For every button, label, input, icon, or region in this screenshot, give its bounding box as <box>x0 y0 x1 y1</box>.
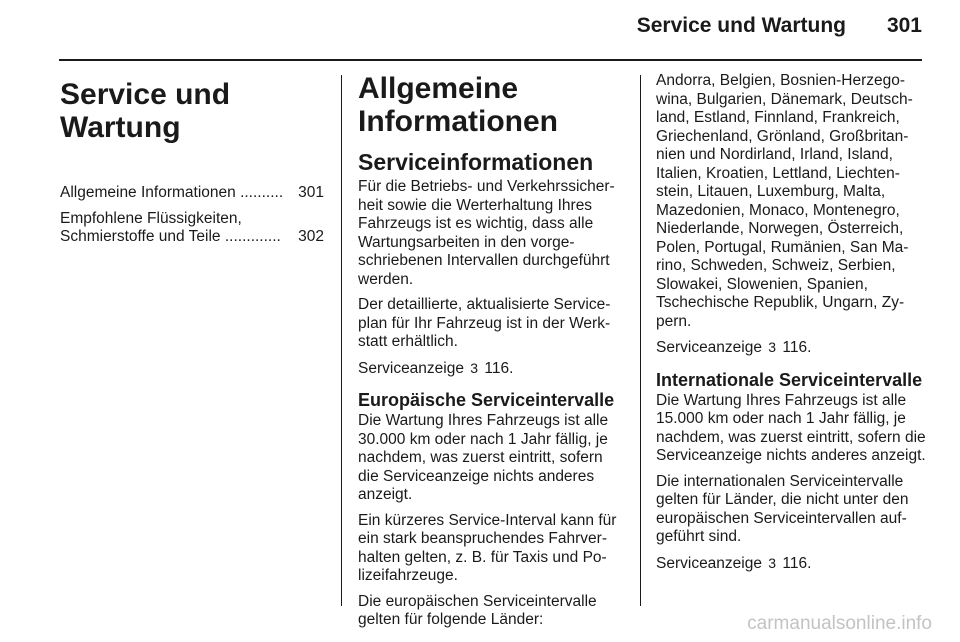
subheading-internationale-serviceintervalle: Internationale Serviceintervalle <box>656 369 923 390</box>
toc-entry-label: Allgemeine Informationen .......... <box>60 184 284 201</box>
watermark: carmanualsonline.info <box>747 613 932 634</box>
toc-entry-label-line1: Empfohlene Flüssigkeiten, <box>60 209 242 227</box>
column-countries <box>656 72 926 580</box>
header-divider <box>59 59 922 61</box>
toc-entry-fluessigkeiten[interactable] <box>60 210 324 247</box>
toc-entry-page: 301 <box>298 184 324 201</box>
column-toc <box>60 72 324 247</box>
reference-page: 116. <box>484 359 514 377</box>
page-number: 301 <box>886 14 922 37</box>
section-main-title <box>358 72 624 138</box>
chapter-title: Service und Wartung <box>60 78 231 144</box>
paragraph: Die Wartung Ihres Fahrzeugs ist alle 30.000 km oder nach 1 Jahr fällig, je nachdem, was zuerst eintritt, sofern die Serviceanzeige nichts anderes anzeigt. <box>358 412 609 503</box>
page-reference-arrow-icon: 3 <box>768 554 777 571</box>
reference-label: Serviceanzeige <box>656 339 762 356</box>
paragraph: Die Wartung Ihres Fahrzeugs ist alle 15.000 km oder nach 1 Jahr fällig, je nachdem, was zuerst eintritt, sofern die Serviceanzeige nichts anderes anzeigt. <box>656 391 926 464</box>
toc-entry-page: 302 <box>298 228 324 245</box>
section-main-title-line2: Informationen <box>358 105 558 138</box>
paragraph: Die internationalen Serviceintervalle gelten für Länder, die nicht unter den europäischen Serviceintervallen auf-geführt sind. <box>656 472 909 545</box>
running-header-title: Service und Wartung <box>636 14 846 37</box>
toc-entry-line2 <box>60 228 324 247</box>
page-reference-arrow-icon: 3 <box>768 339 777 355</box>
page-reference[interactable] <box>358 359 624 379</box>
column-divider-1 <box>341 75 342 606</box>
reference-page: 116. <box>782 339 812 356</box>
paragraph: Der detaillierte, aktualisierte Service-plan für Ihr Fahrzeug ist in der Werk-statt erhältlich. <box>358 296 611 350</box>
section-heading-serviceinformationen: Serviceinformationen <box>358 149 594 175</box>
reference-label: Serviceanzeige <box>358 359 464 377</box>
subheading-europaeische-serviceintervalle: Europäische Serviceintervalle <box>358 390 615 410</box>
reference-label: Serviceanzeige <box>656 554 762 572</box>
paragraph: Die europäischen Serviceintervalle gelten für folgende Länder: <box>358 592 597 628</box>
toc-entry-label-line2: Schmierstoffe und Teile ............. <box>60 228 281 245</box>
page-reference[interactable] <box>656 554 926 574</box>
paragraph: Für die Betriebs- und Verkehrssicher-heit sowie die Werterhaltung Ihres Fahrzeugs ist es wichtig, dass alle Wartungsarbeiten in den vorge-schriebenen Intervallen durchgeführt werden. <box>358 178 615 288</box>
reference-page: 116. <box>782 554 812 572</box>
column-main <box>358 72 624 637</box>
section-main-title-line1: Allgemeine <box>358 72 519 105</box>
paragraph: Ein kürzeres Service-Interval kann für ein stark beanspruchendes Fahrver-halten gelten, z. B. für Taxis und Po-lizeifahrzeuge. <box>358 511 617 584</box>
column-divider-2 <box>640 75 641 606</box>
toc-entry-allgemeine-informationen[interactable] <box>60 184 324 203</box>
page-reference-arrow-icon: 3 <box>470 359 479 376</box>
paragraph-country-list: Andorra, Belgien, Bosnien-Herzego-wina, Bulgarien, Dänemark, Deutsch-land, Estland, Finnland, Frankreich, Griechenland, Grönland, Großbritan-nien und Nordirland, Irland, Island, Italien, Kroatien, Lettland, Liechten-stein, Litauen, Luxemburg, Malta, Mazedonien, Monaco, Montenegro, Niederlande, Norwegen, Österreich, Polen, Portugal, Rumänien, San Ma-rino, Schweden, Schweiz, Serbien, Slowakei, Slowenien, Spanien, Tschechische Republik, Ungarn, Zy-pern. <box>656 72 913 330</box>
page-reference[interactable] <box>656 338 926 358</box>
